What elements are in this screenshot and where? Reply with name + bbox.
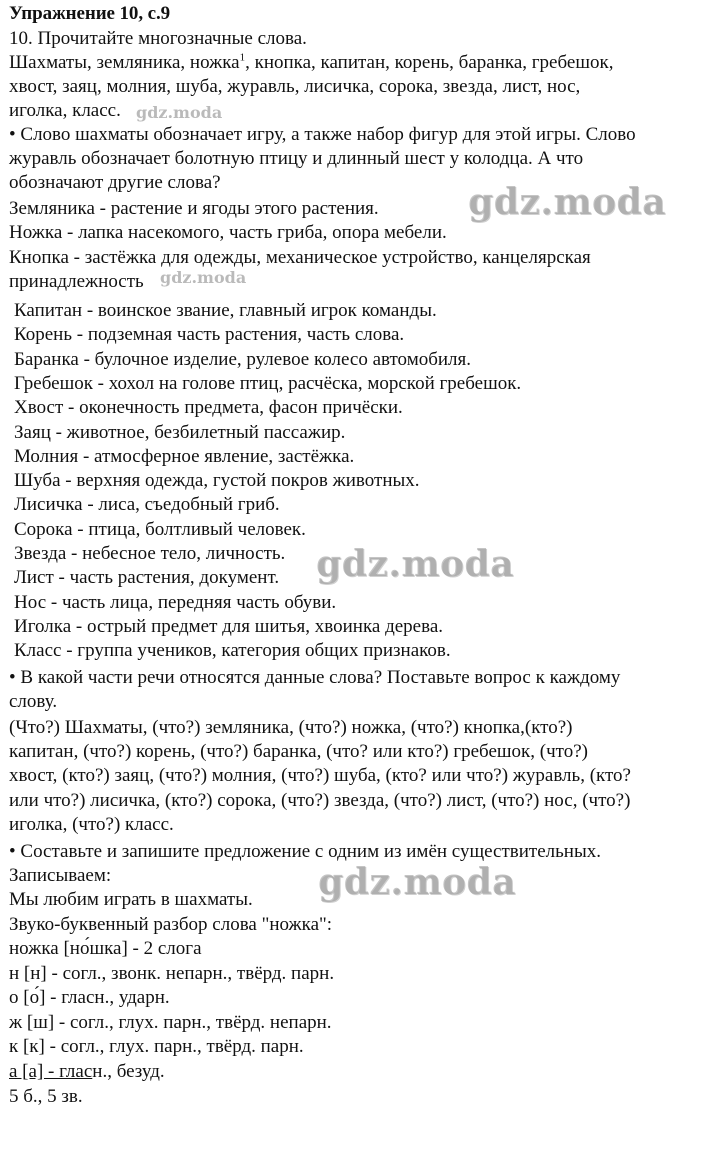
text-line: или что?) лисичка, (кто?) сорока, (что?) звезда, (что?) лист, (что?) нос, (что?) bbox=[9, 790, 631, 811]
watermark-big-3: gdz.moda bbox=[318, 861, 516, 903]
definition-line: Заяц - животное, безбилетный пассажир. bbox=[14, 422, 346, 443]
exercise-title: Упражнение 10, с.9 bbox=[9, 3, 171, 24]
definition-line: Звезда - небесное тело, личность. bbox=[14, 543, 286, 564]
text-line: ножка [но́шка] - 2 слога bbox=[9, 938, 202, 959]
text-line: н [н] - согл., звонк. непарн., твёрд. парн. bbox=[9, 963, 335, 984]
watermark-small-2: gdz.moda bbox=[160, 268, 247, 287]
text-fragment: н., безуд. bbox=[92, 1061, 165, 1082]
text-line: Земляника - растение и ягоды этого растения. bbox=[9, 198, 379, 219]
definition-line: Хвост - оконечность предмета, фасон причёски. bbox=[14, 397, 403, 418]
text-line: принадлежность bbox=[9, 271, 144, 292]
watermark-big-1: gdz.moda bbox=[468, 181, 666, 223]
text-line: • В какой части речи относятся данные слова? Поставьте вопрос к каждому bbox=[9, 667, 621, 688]
text-line: • Слово шахматы обозначает игру, а также набор фигур для этой игры. Слово bbox=[9, 124, 636, 145]
text-line: хвост, заяц, молния, шуба, журавль, лисичка, сорока, звезда, лист, нос, bbox=[9, 76, 581, 97]
definition-line: Лисичка - лиса, съедобный гриб. bbox=[14, 494, 280, 515]
definition-line: Лист - часть растения, документ. bbox=[14, 567, 280, 588]
watermark-small-1: gdz.moda bbox=[136, 103, 223, 122]
text-line: 5 б., 5 зв. bbox=[9, 1086, 83, 1107]
definition-line: Гребешок - хохол на голове птиц, расчёска, морской гребешок. bbox=[14, 373, 522, 394]
text-fragment: Шахматы, земляника, ножка bbox=[9, 52, 240, 73]
definition-line: Шуба - верхняя одежда, густой покров животных. bbox=[14, 470, 420, 491]
definition-line: Корень - подземная часть растения, часть слова. bbox=[14, 324, 405, 345]
definition-line: Молния - атмосферное явление, застёжка. bbox=[14, 446, 355, 467]
text-line: журавль обозначает болотную птицу и длинный шест у колодца. А что bbox=[9, 148, 584, 169]
definition-line: Нос - часть лица, передняя часть обуви. bbox=[14, 592, 337, 613]
text-line: Записываем: bbox=[9, 865, 112, 886]
text-line: Ножка - лапка насекомого, часть гриба, опора мебели. bbox=[9, 222, 447, 243]
text-line bbox=[9, 51, 613, 75]
text-line: иголка, класс. bbox=[9, 100, 121, 121]
text-line: иголка, (что?) класс. bbox=[9, 814, 174, 835]
text-line: обозначают другие слова? bbox=[9, 172, 221, 193]
text-line: Кнопка - застёжка для одежды, механическое устройство, канцелярская bbox=[9, 247, 591, 268]
definition-line: Капитан - воинское звание, главный игрок команды. bbox=[14, 300, 437, 321]
footnote-marker: 1 bbox=[239, 51, 246, 64]
underlined-fragment: а [а] - глас bbox=[9, 1061, 93, 1082]
text-line: Звуко-буквенный разбор слова "ножка": bbox=[9, 914, 333, 935]
text-line: хвост, (кто?) заяц, (что?) молния, (что?) шуба, (кто? или что?) журавль, (кто? bbox=[9, 765, 631, 786]
text-fragment: , кнопка, капитан, корень, баранка, гребешок, bbox=[245, 52, 614, 73]
text-line: ж [ш] - согл., глух. парн., твёрд. непарн. bbox=[9, 1012, 332, 1033]
text-line: к [к] - согл., глух. парн., твёрд. парн. bbox=[9, 1036, 304, 1057]
text-line: слову. bbox=[9, 691, 58, 712]
definition-line: Баранка - булочное изделие, рулевое колесо автомобиля. bbox=[14, 349, 472, 370]
text-line: Мы любим играть в шахматы. bbox=[9, 889, 253, 910]
definition-line: Сорока - птица, болтливый человек. bbox=[14, 519, 306, 540]
definition-line: Иголка - острый предмет для шитья, хвоинка дерева. bbox=[14, 616, 444, 637]
text-line: капитан, (что?) корень, (что?) баранка, (что? или кто?) гребешок, (что?) bbox=[9, 741, 588, 762]
watermark-big-2: gdz.moda bbox=[316, 543, 514, 585]
text-line bbox=[9, 1060, 165, 1084]
text-line: (Что?) Шахматы, (что?) земляника, (что?) ножка, (что?) кнопка,(кто?) bbox=[9, 717, 573, 738]
text-line: о [о́] - гласн., ударн. bbox=[9, 987, 170, 1008]
text-line: • Составьте и запишите предложение с одним из имён существительных. bbox=[9, 841, 601, 862]
text-line: 10. Прочитайте многозначные слова. bbox=[9, 28, 307, 49]
definition-line: Класс - группа учеников, категория общих признаков. bbox=[14, 640, 451, 661]
